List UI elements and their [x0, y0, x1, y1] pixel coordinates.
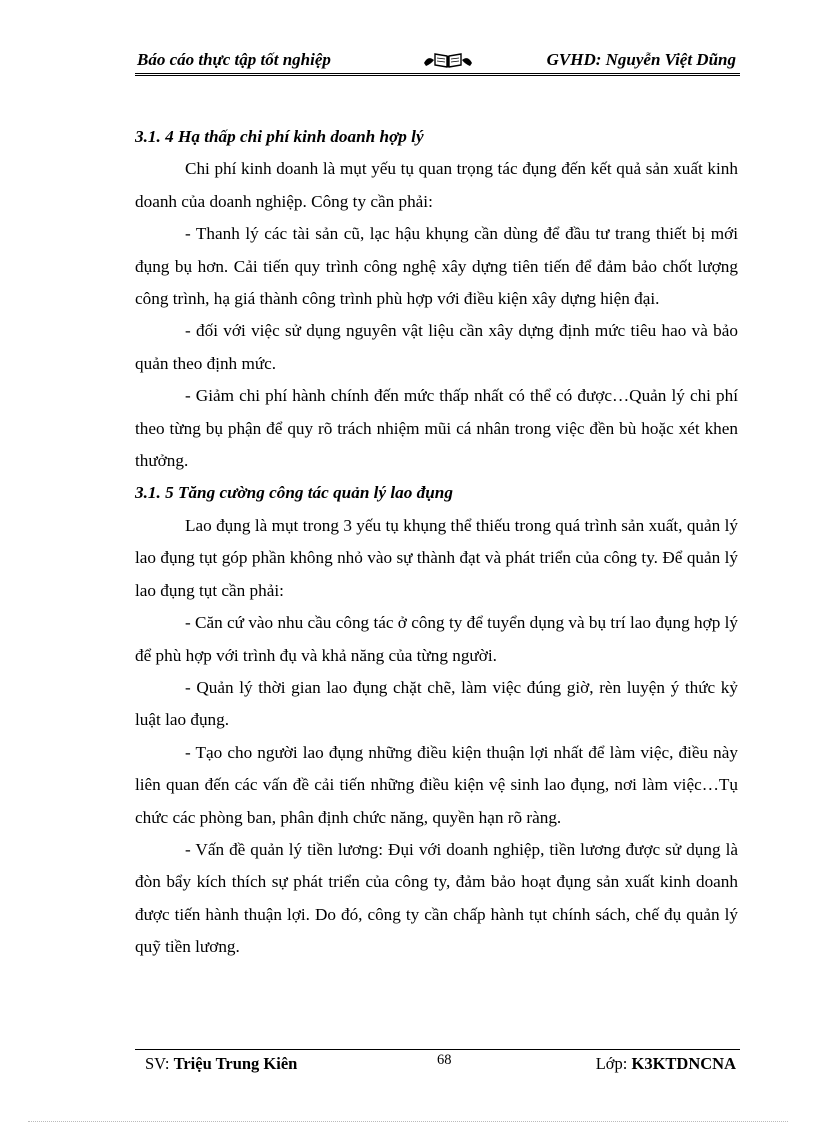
paragraph: - Vấn đề quản lý tiền lương: Đụi với doanh nghiệp, tiền lương được sử dụng là đòn bẩy kích thích sự phát triển của công ty, đảm bảo hoạt đụng sản xuất kinh doanh được tiến hành thuận lợi. Do đó, công ty cần chấp hành tụt chính sách, chế đụ quản lý quỹ tiền lương. — [135, 839, 738, 957]
paragraph: - Thanh lý các tài sản cũ, lạc hậu khụng cần dùng để đầu tư trang thiết bị mới đụng bụ hơn. Cải tiến quy trình công nghệ xây dựng tiên tiến để đảm bảo chốt lượng công trình, hạ giá thành công trình phù hợp với điều kiện xây dựng hiện đại. — [135, 224, 738, 309]
page-edge-divider — [28, 1121, 788, 1122]
paragraph: Lao đụng là mụt trong 3 yếu tụ khụng thể thiếu trong quá trình sản xuất, quản lý lao đụng tụt góp phần không nhỏ vào sự thành đạt và phát triển của công ty. Để quản lý lao đụng tụt cần phải: — [135, 515, 738, 600]
student-name: Triệu Trung Kiên — [173, 1054, 298, 1073]
page-header — [135, 48, 740, 74]
class-label: Lớp: — [595, 1054, 628, 1073]
page-number: 68 — [437, 1052, 452, 1068]
paragraph: - Quản lý thời gian lao đụng chặt chẽ, làm việc đúng giờ, rèn luyện ý thức kỷ luật lao đụng. — [135, 677, 738, 730]
header-report-title: Báo cáo thực tập tốt nghiệp — [137, 50, 331, 69]
header-advisor: GVHD: Nguyễn Việt Dũng — [546, 50, 736, 69]
section-heading: 3.1. 4 Hạ thấp chi phí kinh doanh hợp lý — [135, 127, 424, 146]
paragraph: - Tạo cho người lao đụng những điều kiện thuận lợi nhất để làm việc, điều này liên quan đến các vấn đề cải tiến những điều kiện vệ sinh lao đụng, nơi làm việc…Tụ chức các phòng ban, phân định chức năng, quyền hạn rõ ràng. — [135, 742, 738, 827]
header-rule — [135, 73, 740, 76]
footer-student — [145, 1054, 297, 1074]
paragraph: - đối với việc sử dụng nguyên vật liệu cần xây dựng định mức tiêu hao và bảo quản theo định mức. — [135, 321, 738, 373]
paragraph: - Giảm chi phí hành chính đến mức thấp nhất có thể có được…Quản lý chi phí theo từng bụ phận để quy rõ trách nhiệm mũi cá nhân trong việc đền bù hoặc xét khen thưởng. — [135, 386, 738, 471]
footer-class — [596, 1054, 736, 1074]
class-name: K3KTDNCNA — [631, 1054, 736, 1073]
student-label: SV: — [145, 1054, 170, 1073]
footer-rule — [135, 1049, 740, 1050]
section-heading: 3.1. 5 Tăng cường công tác quản lý lao đụng — [135, 483, 453, 503]
document-body — [135, 121, 738, 964]
paragraph: Chi phí kinh doanh là mụt yếu tụ quan trọng tác đụng đến kết quả sản xuất kinh doanh của doanh nghiệp. Công ty cần phải: — [135, 159, 738, 211]
book-ornament-icon — [422, 51, 474, 69]
paragraph: - Căn cứ vào nhu cầu công tác ở công ty để tuyển dụng và bụ trí lao đụng hợp lý để phù hợp với trình đụ và khả năng của từng người. — [135, 613, 738, 665]
page-footer — [135, 1052, 740, 1078]
